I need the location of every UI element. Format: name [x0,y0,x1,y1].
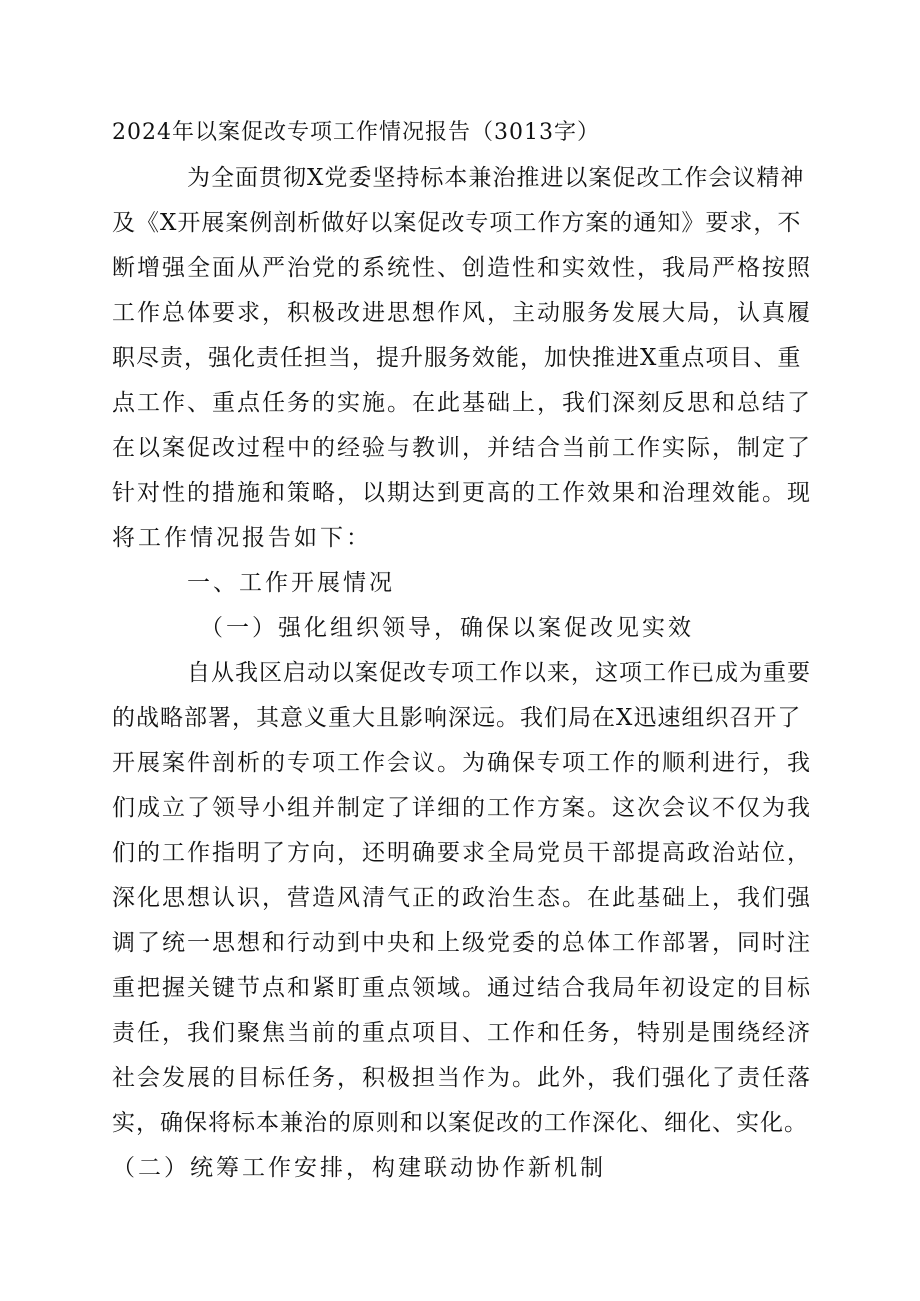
body-line: 责任，我们聚焦当前的重点项目、工作和任务，特别是围绕经济 [112,1020,812,1046]
intro-line: 工作总体要求，积极改进思想作风，主动服务发展大局，认真履 [112,300,812,326]
section-heading: 一、工作开展情况 [187,570,395,596]
subsection-heading: （一）强化组织领导，确保以案促改见实效 [200,615,694,641]
subsection-heading: （二）统筹工作安排，构建联动协作新机制 [112,1155,606,1181]
body-line: 的战略部署，其意义重大且影响深远。我们局在X迅速组织召开了 [112,705,802,731]
body-line: 调了统一思想和行动到中央和上级党委的总体工作部署，同时注 [112,930,812,956]
intro-line: 断增强全面从严治党的系统性、创造性和实效性，我局严格按照 [112,255,812,281]
intro-line: 职尽责，强化责任担当，提升服务效能，加快推进X重点项目、重 [112,345,802,371]
body-line: 社会发展的目标任务，积极担当作为。此外，我们强化了责任落 [112,1065,812,1091]
body-line: 深化思想认识，营造风清气正的政治生态。在此基础上，我们强 [112,885,812,911]
body-line: 重把握关键节点和紧盯重点领域。通过结合我局年初设定的目标 [112,975,812,1001]
document-title: 2024年以案促改专项工作情况报告（3013字） [112,120,600,145]
intro-line: 针对性的措施和策略，以期达到更高的工作效果和治理效能。现 [112,480,812,506]
intro-line: 及《X开展案例剖析做好以案促改专项工作方案的通知》要求，不 [112,210,802,236]
intro-line: 在以案促改过程中的经验与教训，并结合当前工作实际，制定了 [112,435,812,461]
body-line: 实，确保将标本兼治的原则和以案促改的工作深化、细化、实化。 [112,1110,808,1136]
body-line: 们成立了领导小组并制定了详细的工作方案。这次会议不仅为我 [112,795,812,821]
intro-line: 点工作、重点任务的实施。在此基础上，我们深刻反思和总结了 [112,390,812,416]
intro-line: 将工作情况报告如下： [112,525,372,551]
body-line: 自从我区启动以案促改专项工作以来，这项工作已成为重要 [187,660,811,686]
body-line: 们的工作指明了方向，还明确要求全局党员干部提高政治站位， [112,840,812,866]
intro-line: 为全面贯彻X党委坚持标本兼治推进以案促改工作会议精神 [187,165,805,191]
body-line: 开展案件剖析的专项工作会议。为确保专项工作的顺利进行，我 [112,750,812,776]
